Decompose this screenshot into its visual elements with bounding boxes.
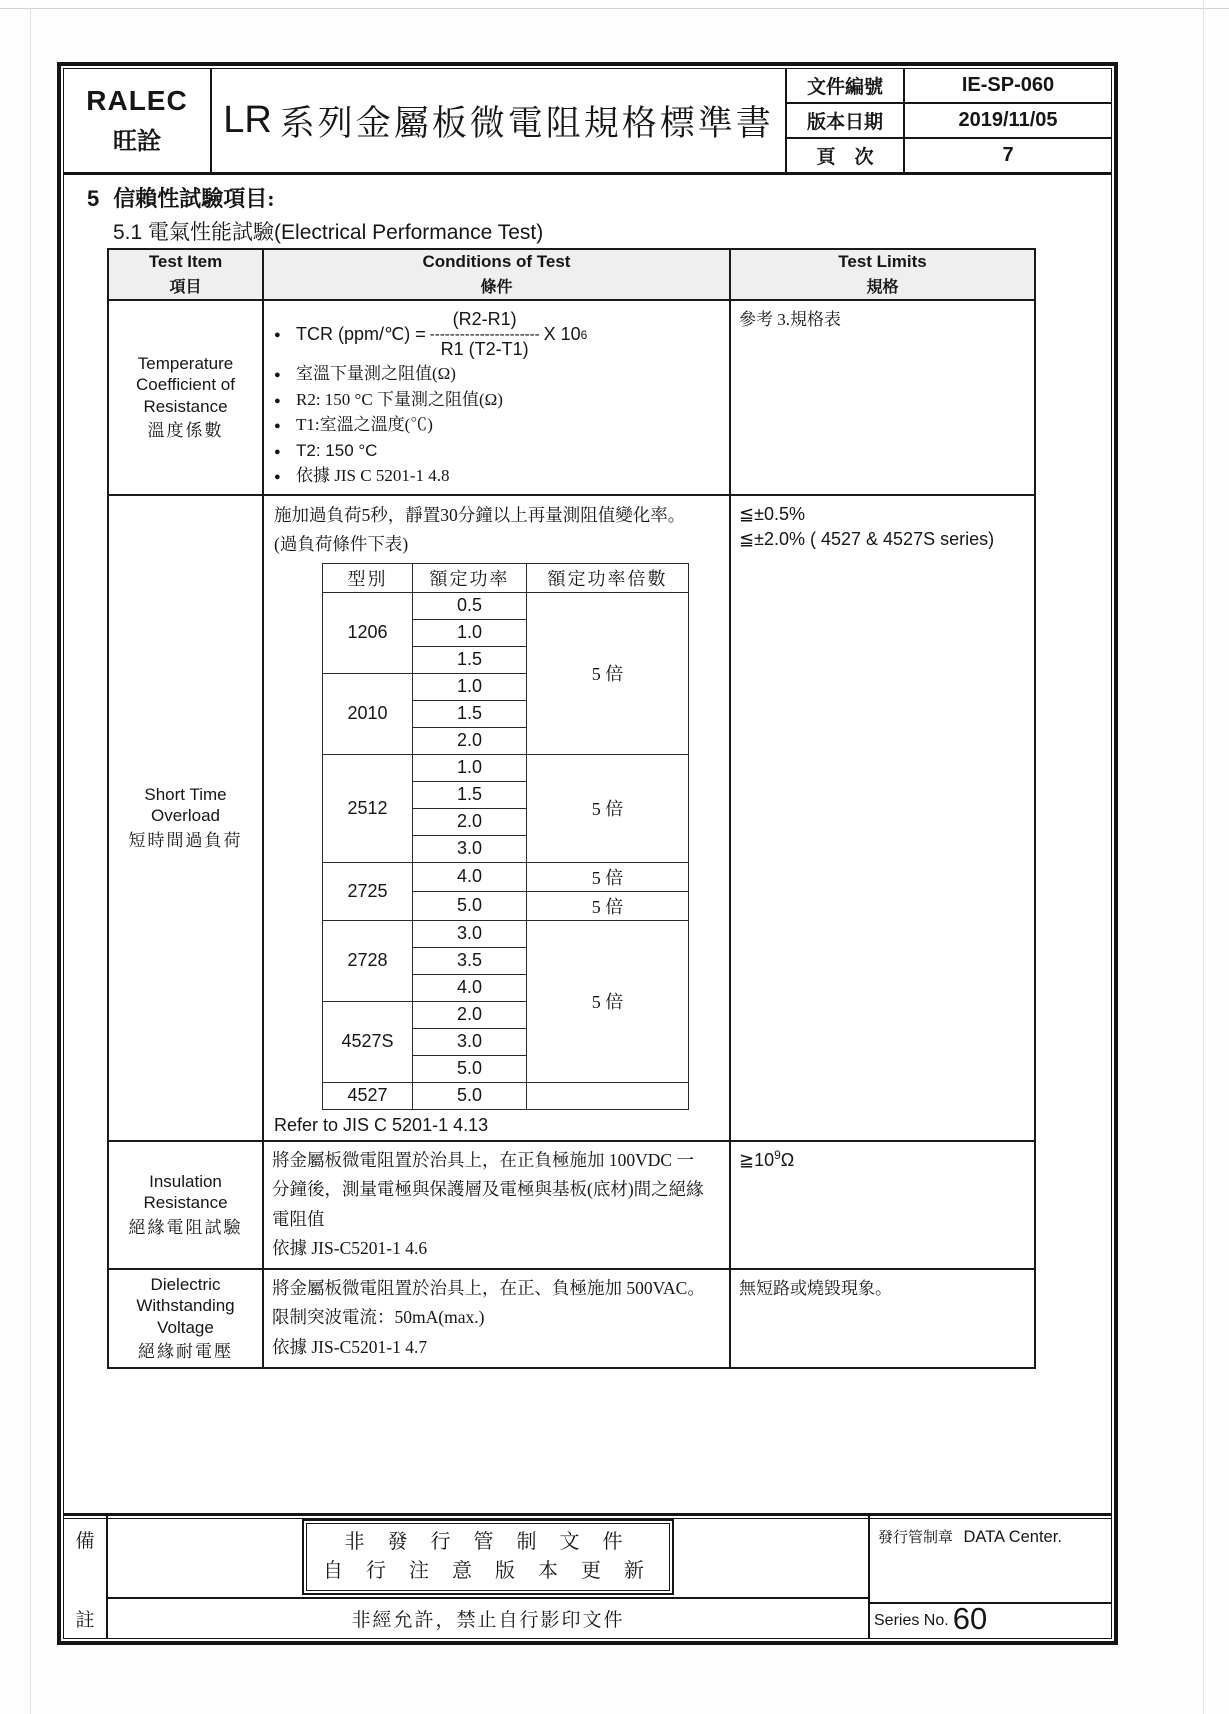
footer-note-top: 備 — [75, 1531, 95, 1552]
tcr-conditions-cell — [263, 300, 730, 495]
tcr-numerator: (R2-R1) — [452, 309, 517, 329]
sto-reference: Refer to JIS C 5201-1 4.13 — [274, 1114, 489, 1135]
dwv-cond-line: 將金屬板微電阻置於治具上，在正、負極施加 500VAC。 — [272, 1277, 705, 1298]
stamp-line-2: 自 行 注 意 版 本 更 新 — [323, 1559, 653, 1582]
col-header-en: Test Limits — [838, 252, 927, 271]
power-value: 1.0 — [413, 619, 527, 646]
bullet-dot: ● — [274, 394, 281, 407]
tcr-bullet — [274, 388, 723, 414]
ir-limit-base: ≧10 — [739, 1149, 775, 1170]
power-value: 2.0 — [413, 808, 527, 835]
tcr-item-zh: 溫度係數 — [147, 421, 224, 440]
row-insulation-resistance — [108, 1141, 1035, 1269]
sto-limit-1: ≦±0.5% — [739, 503, 805, 524]
ir-conditions-cell — [263, 1141, 730, 1269]
brand-name-zh: 旺詮 — [113, 129, 161, 155]
scan-edge-left — [30, 8, 31, 1714]
tcr-formula-prefix: TCR (ppm/℃) = — [296, 324, 426, 344]
multiple-value: 5 倍 — [527, 862, 689, 891]
doc-meta — [787, 69, 1111, 172]
power-value: 1.5 — [413, 781, 527, 808]
table-header-row — [108, 249, 1035, 300]
ir-item-zh: 絕緣電阻試驗 — [128, 1217, 243, 1237]
dwv-item-en: Dielectric Withstanding Voltage — [136, 1274, 235, 1337]
model-2728: 2728 — [323, 920, 413, 1001]
multiple-value: 5 倍 — [527, 754, 689, 862]
document-header — [64, 69, 1111, 175]
document-frame — [57, 62, 1118, 1645]
footer-right-column — [868, 1516, 1111, 1638]
doc-number: IE-SP-060 — [961, 74, 1055, 96]
subsection-title-zh: 電氣性能試驗 — [148, 220, 275, 244]
tcr-multiplier: X 10 — [543, 324, 581, 344]
sto-conditions-cell — [263, 495, 730, 1141]
sto-desc-line2: (過負荷條件下表) — [274, 533, 409, 554]
tcr-bullet-text: T1:室溫之溫度(℃) — [296, 415, 433, 434]
footer-middle-column — [108, 1516, 868, 1638]
row-short-time-overload — [108, 495, 1035, 1141]
dwv-limit-cell — [730, 1269, 1035, 1369]
version-date: 2019/11/05 — [958, 109, 1058, 131]
dwv-item-zh: 絕緣耐電壓 — [138, 1342, 233, 1361]
meta-row-page — [787, 137, 1111, 172]
power-value: 1.0 — [413, 673, 527, 700]
subsection-number: 5.1 — [113, 221, 143, 244]
row-dielectric-withstanding — [108, 1269, 1035, 1369]
sto-limit-cell — [730, 495, 1035, 1141]
overload-table — [322, 563, 689, 1110]
power-value: 3.5 — [413, 947, 527, 974]
brand-cell — [64, 69, 212, 172]
sto-item-cell — [108, 495, 263, 1141]
ir-item-cell — [108, 1141, 263, 1269]
document-footer — [64, 1513, 1111, 1638]
col-header-zh: 項目 — [169, 279, 202, 296]
multiple-value: 5 倍 — [527, 592, 689, 754]
meta-row-version-date — [787, 102, 1111, 137]
power-value: 3.0 — [413, 835, 527, 862]
series-value: 60 — [952, 1601, 988, 1636]
scan-edge-top — [0, 8, 1229, 9]
series-label: Series No. — [874, 1612, 949, 1629]
subsection-heading — [113, 216, 543, 246]
col-header-limits — [730, 249, 1035, 300]
section-number: 5 — [87, 186, 100, 211]
tcr-bullet-text: R2: 150 °C 下量測之阻值(Ω) — [296, 389, 503, 409]
ir-limit-unit: Ω — [780, 1149, 795, 1170]
bullet-dot: ● — [274, 420, 281, 432]
tcr-fraction — [430, 309, 540, 360]
ir-cond-line: 依據 JIS-C5201-1 4.6 — [272, 1238, 428, 1258]
table-row — [323, 592, 689, 619]
tcr-bullet — [274, 464, 723, 490]
dwv-cond-line: 限制突波電流：50mA(max.) — [272, 1307, 485, 1327]
tcr-item-cell — [108, 300, 263, 495]
meta-label: 文件編號 — [787, 69, 905, 102]
subsection-title-en: (Electrical Performance Test) — [274, 221, 544, 244]
model-2725: 2725 — [323, 862, 413, 920]
sto-desc-line1: 施加過負荷5秒，靜置30分鐘以上再量測阻值變化率。 — [274, 504, 686, 525]
overload-col-multiple: 額定功率倍數 — [527, 563, 689, 592]
power-value: 3.0 — [413, 1028, 527, 1055]
tcr-bullet — [274, 413, 723, 439]
meta-label: 頁 次 — [787, 139, 905, 172]
doc-title-latin: LR — [223, 99, 272, 141]
series-number-area — [870, 1602, 1111, 1638]
overload-col-power: 額定功率 — [413, 563, 527, 592]
multiple-empty-cell — [527, 1082, 689, 1109]
ir-item-en: Insulation Resistance — [143, 1171, 228, 1212]
col-header-conditions — [263, 249, 730, 300]
page-number: 7 — [1002, 144, 1014, 166]
dwv-cond-line: 依據 JIS-C5201-1 4.7 — [272, 1336, 428, 1357]
overload-col-model: 型別 — [323, 563, 413, 592]
col-header-en: Conditions of Test — [422, 252, 571, 271]
section-heading — [87, 182, 275, 213]
bullet-dot: ● — [274, 329, 281, 341]
power-value: 5.0 — [413, 1082, 527, 1109]
power-value: 1.5 — [413, 646, 527, 673]
model-2010: 2010 — [323, 673, 413, 754]
tcr-formula: ● TCR (ppm/℃) = (R2-R1) ---------------------- R1 (T2-T1) X 10 6 — [274, 309, 588, 359]
ir-cond-line: 電阻值 — [272, 1208, 325, 1229]
tcr-bullet — [274, 362, 723, 388]
tcr-denominator: R1 (T2-T1) — [440, 339, 529, 359]
ir-cond-line: 分鐘後，測量電極與保護層及電極與基板(底材)間之絕緣 — [272, 1179, 704, 1199]
table-row — [323, 1082, 689, 1109]
table-row — [323, 754, 689, 781]
issue-control-area — [870, 1516, 1111, 1602]
scan-edge-right — [1203, 0, 1204, 1714]
tcr-bullet-text: 依據 JIS C 5201-1 4.8 — [296, 466, 450, 485]
dwv-limit: 無短路或燒毀現象。 — [739, 1278, 892, 1298]
copy-prohibition-notice: 非經允許，禁止自行影印文件 — [108, 1597, 868, 1638]
ir-limit-cell — [730, 1141, 1035, 1269]
meta-row-docnumber — [787, 69, 1111, 102]
tcr-limit-cell — [730, 300, 1035, 495]
doc-title: 系列金屬板微電阻規格標準書 — [279, 103, 774, 143]
power-value: 5.0 — [413, 891, 527, 920]
power-value: 2.0 — [413, 727, 527, 754]
ir-limit-exponent: 9 — [774, 1147, 781, 1162]
power-value: 1.5 — [413, 700, 527, 727]
stamp-line-1: 非 發 行 管 制 文 件 — [344, 1530, 632, 1553]
power-value: 3.0 — [413, 920, 527, 947]
col-header-test-item — [108, 249, 263, 300]
col-header-zh: 條件 — [480, 279, 513, 296]
tcr-bullet-text: 室溫下量測之阻值(Ω) — [296, 364, 456, 383]
col-header-en: Test Item — [148, 252, 223, 271]
test-table — [107, 248, 1036, 1369]
tcr-limit: 參考 3.規格表 — [739, 310, 841, 329]
tcr-item-en: Temperature Coefficient of Resistance — [136, 353, 235, 416]
table-row — [323, 920, 689, 947]
power-value: 0.5 — [413, 592, 527, 619]
table-row — [323, 862, 689, 891]
multiple-value: 5 倍 — [527, 920, 689, 1082]
control-stamp-box — [302, 1519, 674, 1595]
dwv-item-cell — [108, 1269, 263, 1369]
row-tcr — [108, 300, 1035, 495]
tcr-bullet — [274, 439, 723, 465]
model-1206: 1206 — [323, 592, 413, 673]
power-value: 2.0 — [413, 1001, 527, 1028]
tcr-fraction-bar: ---------------------- — [429, 326, 540, 343]
issue-control-label: 發行管制章 — [878, 1530, 954, 1546]
overload-header-row — [323, 563, 689, 592]
bullet-dot: ● — [274, 445, 281, 458]
power-value: 4.0 — [413, 974, 527, 1001]
model-4527s: 4527S — [323, 1001, 413, 1082]
footer-stamp-area — [108, 1516, 868, 1597]
tcr-bullet-text: T2: 150 °C — [296, 440, 378, 460]
multiple-value: 5 倍 — [527, 891, 689, 920]
dwv-conditions-cell — [263, 1269, 730, 1369]
model-4527: 4527 — [323, 1082, 413, 1109]
issue-control-value: DATA Center. — [963, 1528, 1062, 1546]
col-header-zh: 規格 — [866, 279, 899, 296]
footer-note-bottom: 註 — [75, 1610, 95, 1631]
bullet-dot: ● — [274, 471, 281, 483]
title-cell — [212, 69, 787, 172]
bullet-dot: ● — [274, 369, 281, 381]
power-value: 1.0 — [413, 754, 527, 781]
brand-name: RALEC — [86, 85, 188, 116]
footer-note-column — [64, 1516, 108, 1638]
sto-item-zh: 短時間過負荷 — [128, 830, 243, 850]
sto-limit-2: ≦±2.0% ( 4527 & 4527S series) — [739, 528, 995, 549]
power-value: 4.0 — [413, 862, 527, 891]
ir-cond-line: 將金屬板微電阻置於治具上，在正負極施加 100VDC 一 — [272, 1149, 694, 1170]
section-title: 信賴性試驗項目: — [113, 186, 275, 211]
meta-label: 版本日期 — [787, 104, 905, 137]
sto-item-en: Short Time Overload — [144, 784, 227, 825]
model-2512: 2512 — [323, 754, 413, 862]
power-value: 5.0 — [413, 1055, 527, 1082]
